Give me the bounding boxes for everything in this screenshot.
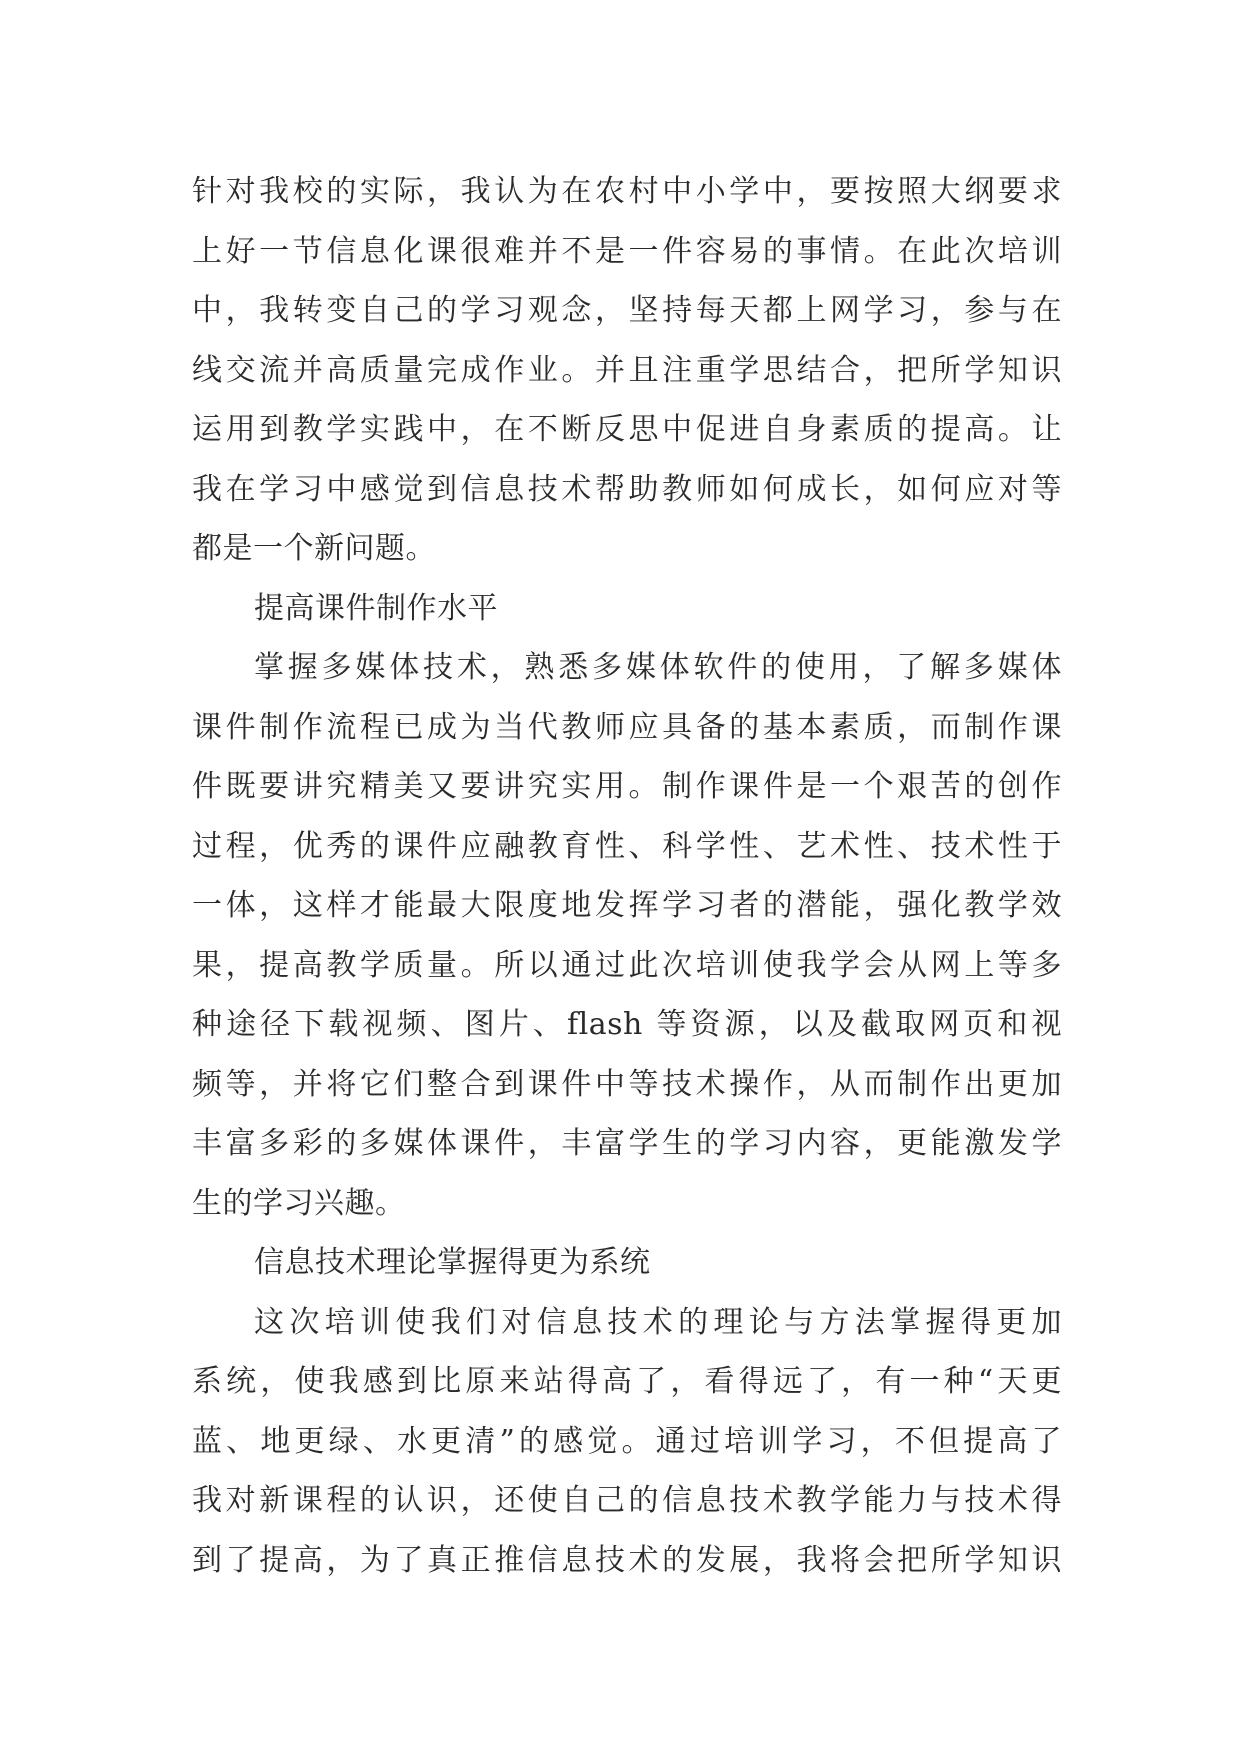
document-body xyxy=(192,162,1062,1590)
body-line: 上好一节信息化课很难并不是一件容易的事情。在此次培训 xyxy=(192,233,1062,269)
body-line: 我在学习中感觉到信息技术帮助教师如何成长，如何应对等 xyxy=(192,471,1062,507)
body-line: 系统，使我感到比原来站得高了，看得远了，有一种“天更 xyxy=(192,1364,1062,1399)
body-line: 我对新课程的认识，还使自己的信息技术教学能力与技术得 xyxy=(192,1483,1062,1518)
section-heading: 信息技术理论掌握得更为系统 xyxy=(254,1245,651,1280)
body-line: 蓝、地更绿、水更清”的感觉。通过培训学习，不但提高了 xyxy=(192,1423,1062,1459)
body-line: 丰富多彩的多媒体课件，丰富学生的学习内容，更能激发学 xyxy=(192,1126,1062,1161)
body-line: 线交流并高质量完成作业。并且注重学思结合，把所学知识 xyxy=(192,352,1062,388)
body-line: 过程，优秀的课件应融教育性、科学性、艺术性、技术性于 xyxy=(192,828,1062,864)
body-line: 这次培训使我们对信息技术的理论与方法掌握得更加 xyxy=(254,1304,1062,1340)
body-line: 一体，这样才能最大限度地发挥学习者的潜能，强化教学效 xyxy=(192,888,1062,923)
body-line: 频等，并将它们整合到课件中等技术操作，从而制作出更加 xyxy=(192,1066,1062,1102)
body-line: 运用到教学实践中，在不断反思中促进自身素质的提高。让 xyxy=(192,412,1062,447)
body-line: 果，提高教学质量。所以通过此次培训使我学会从网上等多 xyxy=(192,947,1062,983)
body-line: 课件制作流程已成为当代教师应具备的基本素质，而制作课 xyxy=(192,709,1062,745)
section-heading: 提高课件制作水平 xyxy=(254,590,498,626)
body-line: 中，我转变自己的学习观念，坚持每天都上网学习，参与在 xyxy=(192,293,1062,328)
body-line: 到了提高，为了真正推信息技术的发展，我将会把所学知识 xyxy=(192,1542,1062,1578)
body-line: 针对我校的实际，我认为在农村中小学中，要按照大纲要求 xyxy=(192,174,1062,209)
body-line: 种途径下载视频、图片、flash 等资源，以及截取网页和视 xyxy=(192,1007,1062,1042)
body-line: 掌握多媒体技术，熟悉多媒体软件的使用，了解多媒体 xyxy=(254,650,1062,685)
body-line: 都是一个新问题。 xyxy=(192,531,436,566)
body-line: 生的学习兴趣。 xyxy=(192,1185,406,1221)
body-line: 件既要讲究精美又要讲究实用。制作课件是一个艰苦的创作 xyxy=(192,769,1062,804)
